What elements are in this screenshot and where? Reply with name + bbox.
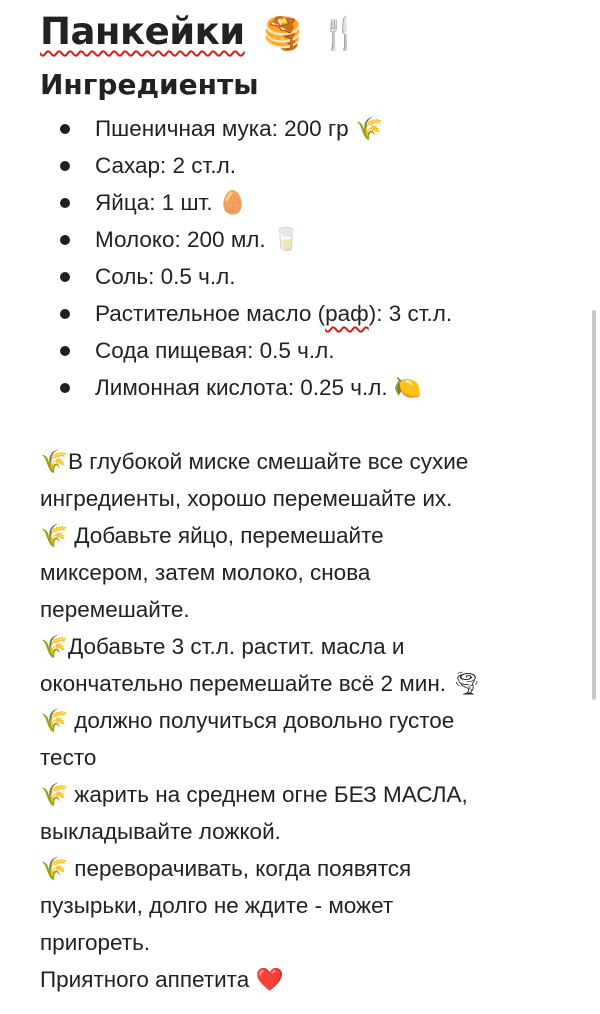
bullet-icon <box>60 198 70 208</box>
bullet-icon <box>60 161 70 171</box>
ingredient-item <box>40 332 585 369</box>
step-line: перемешайте. <box>40 597 190 622</box>
closing-line: Приятного аппетита ❤️ <box>40 967 284 992</box>
ingredient-item <box>40 184 585 221</box>
step-line: выкладывайте ложкой. <box>40 819 281 844</box>
note-content[interactable] <box>40 0 585 998</box>
lemon-icon: 🍋 <box>393 375 422 400</box>
step-line: 🌾В глубокой миске смешайте все сухие <box>40 449 469 474</box>
ingredient-text: Сода пищевая: 0.5 ч.л. <box>95 338 335 363</box>
step-line: тесто <box>40 745 97 770</box>
step-line: ингредиенты, хорошо перемешайте их. <box>40 486 453 511</box>
ingredient-item <box>40 258 585 295</box>
step-line: окончательно перемешайте всё 2 мин. 🌪 <box>40 671 481 696</box>
scrollbar-thumb[interactable] <box>592 310 596 700</box>
ingredients-heading: Ингредиенты <box>40 68 259 101</box>
milk-glass-icon: 🥛 <box>271 227 300 252</box>
ingredient-text: Пшеничная мука: 200 гр <box>95 116 349 141</box>
bullet-icon <box>60 346 70 356</box>
ingredient-item <box>40 369 585 406</box>
bullet-icon <box>60 235 70 245</box>
bullet-icon <box>60 272 70 282</box>
step-line: 🌾 Добавьте яйцо, перемешайте <box>40 523 384 548</box>
ingredients-list <box>40 110 585 406</box>
step-line: 🌾Добавьте 3 ст.л. растит. масла и <box>40 634 405 659</box>
ingredient-item <box>40 110 585 147</box>
step-line: пригореть. <box>40 930 151 955</box>
ingredient-text: Молоко: 200 мл. <box>95 227 266 252</box>
ingredient-text: Яйца: 1 шт. <box>95 190 213 215</box>
bullet-icon <box>60 383 70 393</box>
step-line: 🌾 жарить на среднем огне БЕЗ МАСЛА, <box>40 782 468 807</box>
bullet-icon <box>60 309 70 319</box>
ingredient-text-before: Растительное масло ( <box>95 301 326 326</box>
step-line: 🌾 переворачивать, когда появятся <box>40 856 412 881</box>
step-line: 🌾 должно получиться довольно густое <box>40 708 455 733</box>
title-text: Панкейки <box>40 10 245 53</box>
recipe-title <box>40 10 585 56</box>
instructions <box>40 443 600 998</box>
ingredient-item <box>40 295 585 332</box>
ingredient-text: Соль: 0.5 ч.л. <box>95 264 236 289</box>
empty-line <box>40 406 585 443</box>
ingredient-item <box>40 221 585 258</box>
step-line: пузырьки, долго не ждите - может <box>40 893 394 918</box>
wheat-icon: 🌾 <box>354 116 383 141</box>
ingredient-text: Лимонная кислота: 0.25 ч.л. <box>95 375 388 400</box>
egg-icon: 🥚 <box>218 190 247 215</box>
bullet-icon <box>60 124 70 134</box>
ingredient-text: Сахар: 2 ст.л. <box>95 153 236 178</box>
pancakes-icon: 🥞 <box>263 16 302 52</box>
spellcheck-word: раф <box>325 301 369 326</box>
ingredient-item <box>40 147 585 184</box>
ingredient-text-after: ): 3 ст.л. <box>368 301 453 326</box>
fork-knife-icon: 🍴 <box>320 16 359 52</box>
step-line: миксером, затем молоко, снова <box>40 560 371 585</box>
